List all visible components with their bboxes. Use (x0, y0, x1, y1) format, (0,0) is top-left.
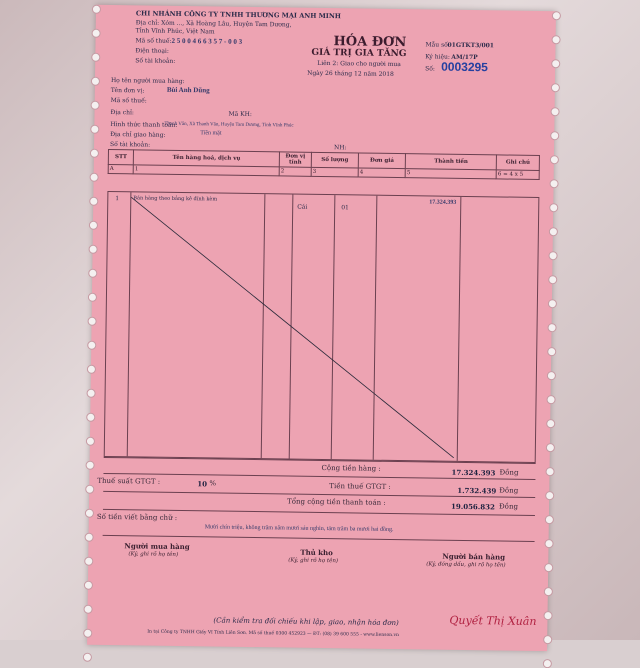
col-stt: STT (108, 149, 133, 164)
tractor-hole (545, 491, 554, 500)
tractor-hole (89, 221, 98, 230)
tractor-hole (90, 149, 99, 158)
col-amount: Thành tiền (405, 154, 496, 170)
row-1-amount: 17.324.393 (429, 199, 457, 206)
tractor-hole (546, 395, 555, 404)
tractor-hole (88, 269, 97, 278)
payment-method: Tiền mặt (200, 130, 222, 137)
colnum-4: 4 (358, 168, 405, 178)
tractor-hole (544, 539, 553, 548)
buyer-address-label: Địa chỉ: (110, 109, 134, 117)
tractor-hole (548, 275, 557, 284)
amount-in-words: Mười chín triệu, không trăm năm mươi sáu nghìn, tám trăm ba mươi hai đồng. (204, 524, 394, 533)
buyer-customer-code: Mã KH: (228, 110, 252, 118)
cancel-diagonal-line (104, 191, 540, 463)
sig-buyer-note: (Ký, ghi rõ họ tên) (128, 551, 179, 558)
sig-warehouse-note: (Ký, ghi rõ họ tên) (288, 557, 339, 565)
row-1-name: Bán hàng theo bảng kê đính kèm (133, 195, 218, 203)
words-label: Số tiền viết bằng chữ : (96, 512, 178, 522)
vat-currency: Đồng (499, 486, 519, 495)
invoice-sheet (87, 5, 556, 651)
tractor-hole (85, 533, 94, 542)
tractor-hole (83, 629, 92, 638)
invoice-subtitle: GIÁ TRỊ GIA TĂNG (311, 47, 407, 60)
tractor-hole (91, 53, 100, 62)
sig-seller: Người bán hàng (442, 551, 506, 562)
buyer-tax-label: Mã số thuế: (110, 97, 147, 105)
tractor-hole (89, 245, 98, 254)
total-label: Tổng cộng tiền thanh toán : (287, 497, 386, 507)
tractor-hole (544, 563, 553, 572)
tractor-hole (84, 605, 93, 614)
tractor-hole (87, 341, 96, 350)
tractor-hole (549, 203, 558, 212)
seller-company: CHI NHÁNH CÔNG TY TNHH THƯƠNG MẠI ANH MINH (135, 9, 342, 21)
seller-address: Địa chỉ: Xóm ..., Xã Hoàng Lâu, Huyện Tam Dương, (135, 19, 292, 29)
seller-handwritten-signature: Quyết Thị Xuân (449, 613, 537, 628)
vat-rate-label: Thuế suất GTGT : (97, 476, 161, 486)
tractor-hole (550, 131, 559, 140)
tractor-hole (85, 485, 94, 494)
tractor-hole (549, 251, 558, 260)
check-note: (Cần kiểm tra đối chiếu khi lập, giao, nhận hóa đơn) (213, 616, 399, 628)
buyer-unit: Bùi Anh Dũng (166, 85, 210, 95)
col-price: Đơn giá (358, 153, 405, 169)
tractor-hole (88, 317, 97, 326)
tractor-hole (548, 299, 557, 308)
tractor-hole (547, 323, 556, 332)
tractor-hole (84, 581, 93, 590)
tractor-hole (543, 611, 552, 620)
sig-warehouse: Thủ kho (300, 547, 333, 558)
tractor-hole (546, 419, 555, 428)
colnum-1: 1 (133, 165, 279, 176)
tractor-hole (89, 197, 98, 206)
tractor-hole (552, 11, 561, 20)
colnum-6: 6 = 4 x 5 (496, 170, 539, 180)
tractor-hole (546, 443, 555, 452)
tractor-hole (92, 29, 101, 38)
tractor-hole (84, 557, 93, 566)
tractor-hole (547, 371, 556, 380)
vat-value: 1.732.439 (457, 485, 497, 496)
seller-province: Tỉnh Vĩnh Phúc, Việt Nam (135, 27, 215, 36)
tractor-hole (551, 83, 560, 92)
tractor-hole (552, 35, 561, 44)
tractor-hole (545, 515, 554, 524)
form-number: 01GTKT3/001 (447, 41, 495, 50)
tractor-hole (86, 461, 95, 470)
tractor-hole (547, 347, 556, 356)
tractor-hole (83, 653, 92, 662)
col-note: Ghi chú (496, 155, 539, 171)
vat-percent: % (209, 479, 217, 488)
symbol-value: AM/17P (451, 53, 478, 62)
subtotal-currency: Đồng (499, 468, 519, 477)
printer-note: In tại Công ty TNHH Giấy Vĩ Tính Liên Sơn. Mã số thuế 0300 452923 — ĐT: (08) 39 600 555 - www.lienson.vn (147, 629, 399, 639)
col-name: Tên hàng hoá, dịch vụ (134, 150, 280, 167)
row-1-qty: 01 (341, 204, 349, 212)
subtotal-label: Cộng tiền hàng : (321, 463, 381, 473)
tractor-hole (91, 101, 100, 110)
total-currency: Đồng (499, 502, 519, 511)
row-1-stt: 1 (115, 195, 120, 203)
tractor-hole (88, 293, 97, 302)
subtotal-value: 17.324.393 (451, 467, 496, 478)
invoice-number: 0003295 (441, 59, 489, 75)
tractor-hole (90, 125, 99, 134)
number-label: Số: (425, 65, 436, 73)
tractor-hole (544, 587, 553, 596)
seller-account-label: Số tài khoản: (135, 57, 176, 65)
sig-buyer: Người mua hàng (124, 541, 190, 552)
tractor-hole (550, 155, 559, 164)
symbol-label: Ký hiệu: (425, 53, 450, 61)
tractor-hole (86, 437, 95, 446)
total-value: 19.056.832 (450, 501, 495, 512)
invoice-title: HÓA ĐƠN (333, 34, 407, 51)
colnum-3: 3 (311, 167, 358, 177)
tractor-hole (87, 365, 96, 374)
colnum-2: 2 (279, 167, 311, 176)
vat-label: Tiền thuế GTGT : (329, 482, 391, 491)
buyer-name-label: Họ tên người mua hàng: (110, 77, 185, 86)
tractor-hole (92, 5, 101, 14)
delivery-label: Địa chỉ giao hàng: (110, 130, 166, 139)
tractor-hole (550, 179, 559, 188)
tractor-hole (551, 107, 560, 116)
tractor-hole (91, 77, 100, 86)
invoice-date: Ngày 26 tháng 12 năm 2018 (307, 69, 394, 78)
tractor-hole (85, 509, 94, 518)
colnum-a: A (108, 164, 133, 173)
form-label: Mẫu số: (425, 41, 450, 49)
col-qty: Số lượng (311, 152, 358, 168)
tractor-hole (549, 227, 558, 236)
tractor-hole (543, 659, 552, 668)
vat-rate-value: 10 (197, 479, 208, 489)
seller-tax-label: Mã số thuế: (135, 37, 172, 45)
colnum-5: 5 (405, 169, 496, 179)
tractor-hole (545, 467, 554, 476)
tractor-hole (90, 173, 99, 182)
payment-label: Hình thức thanh toán: (110, 121, 178, 129)
col-unit: Đơn vị tính (279, 152, 311, 167)
seller-phone-label: Điện thoại: (135, 47, 169, 55)
buyer-address: Thanh Vân, Xã Thanh Vân, Huyện Tam Dương, Tỉnh Vĩnh Phúc (164, 121, 294, 129)
buyer-unit-label: Tên đơn vị: (110, 87, 145, 95)
row-1-unit: Cái (297, 203, 308, 211)
bank-label: NH: (334, 144, 347, 152)
buyer-account-label: Số tài khoản: (110, 140, 151, 149)
tractor-hole (86, 413, 95, 422)
items-table-header (108, 149, 540, 180)
tractor-hole (87, 389, 96, 398)
copy-note: Liên 2: Giao cho người mua (317, 59, 401, 69)
sig-seller-note: (Ký, đóng dấu, ghi rõ họ tên) (426, 561, 506, 569)
seller-tax-code: 2 5 0 0 4 6 6 3 5 7 - 0 0 3 (171, 36, 243, 46)
tractor-hole (551, 59, 560, 68)
